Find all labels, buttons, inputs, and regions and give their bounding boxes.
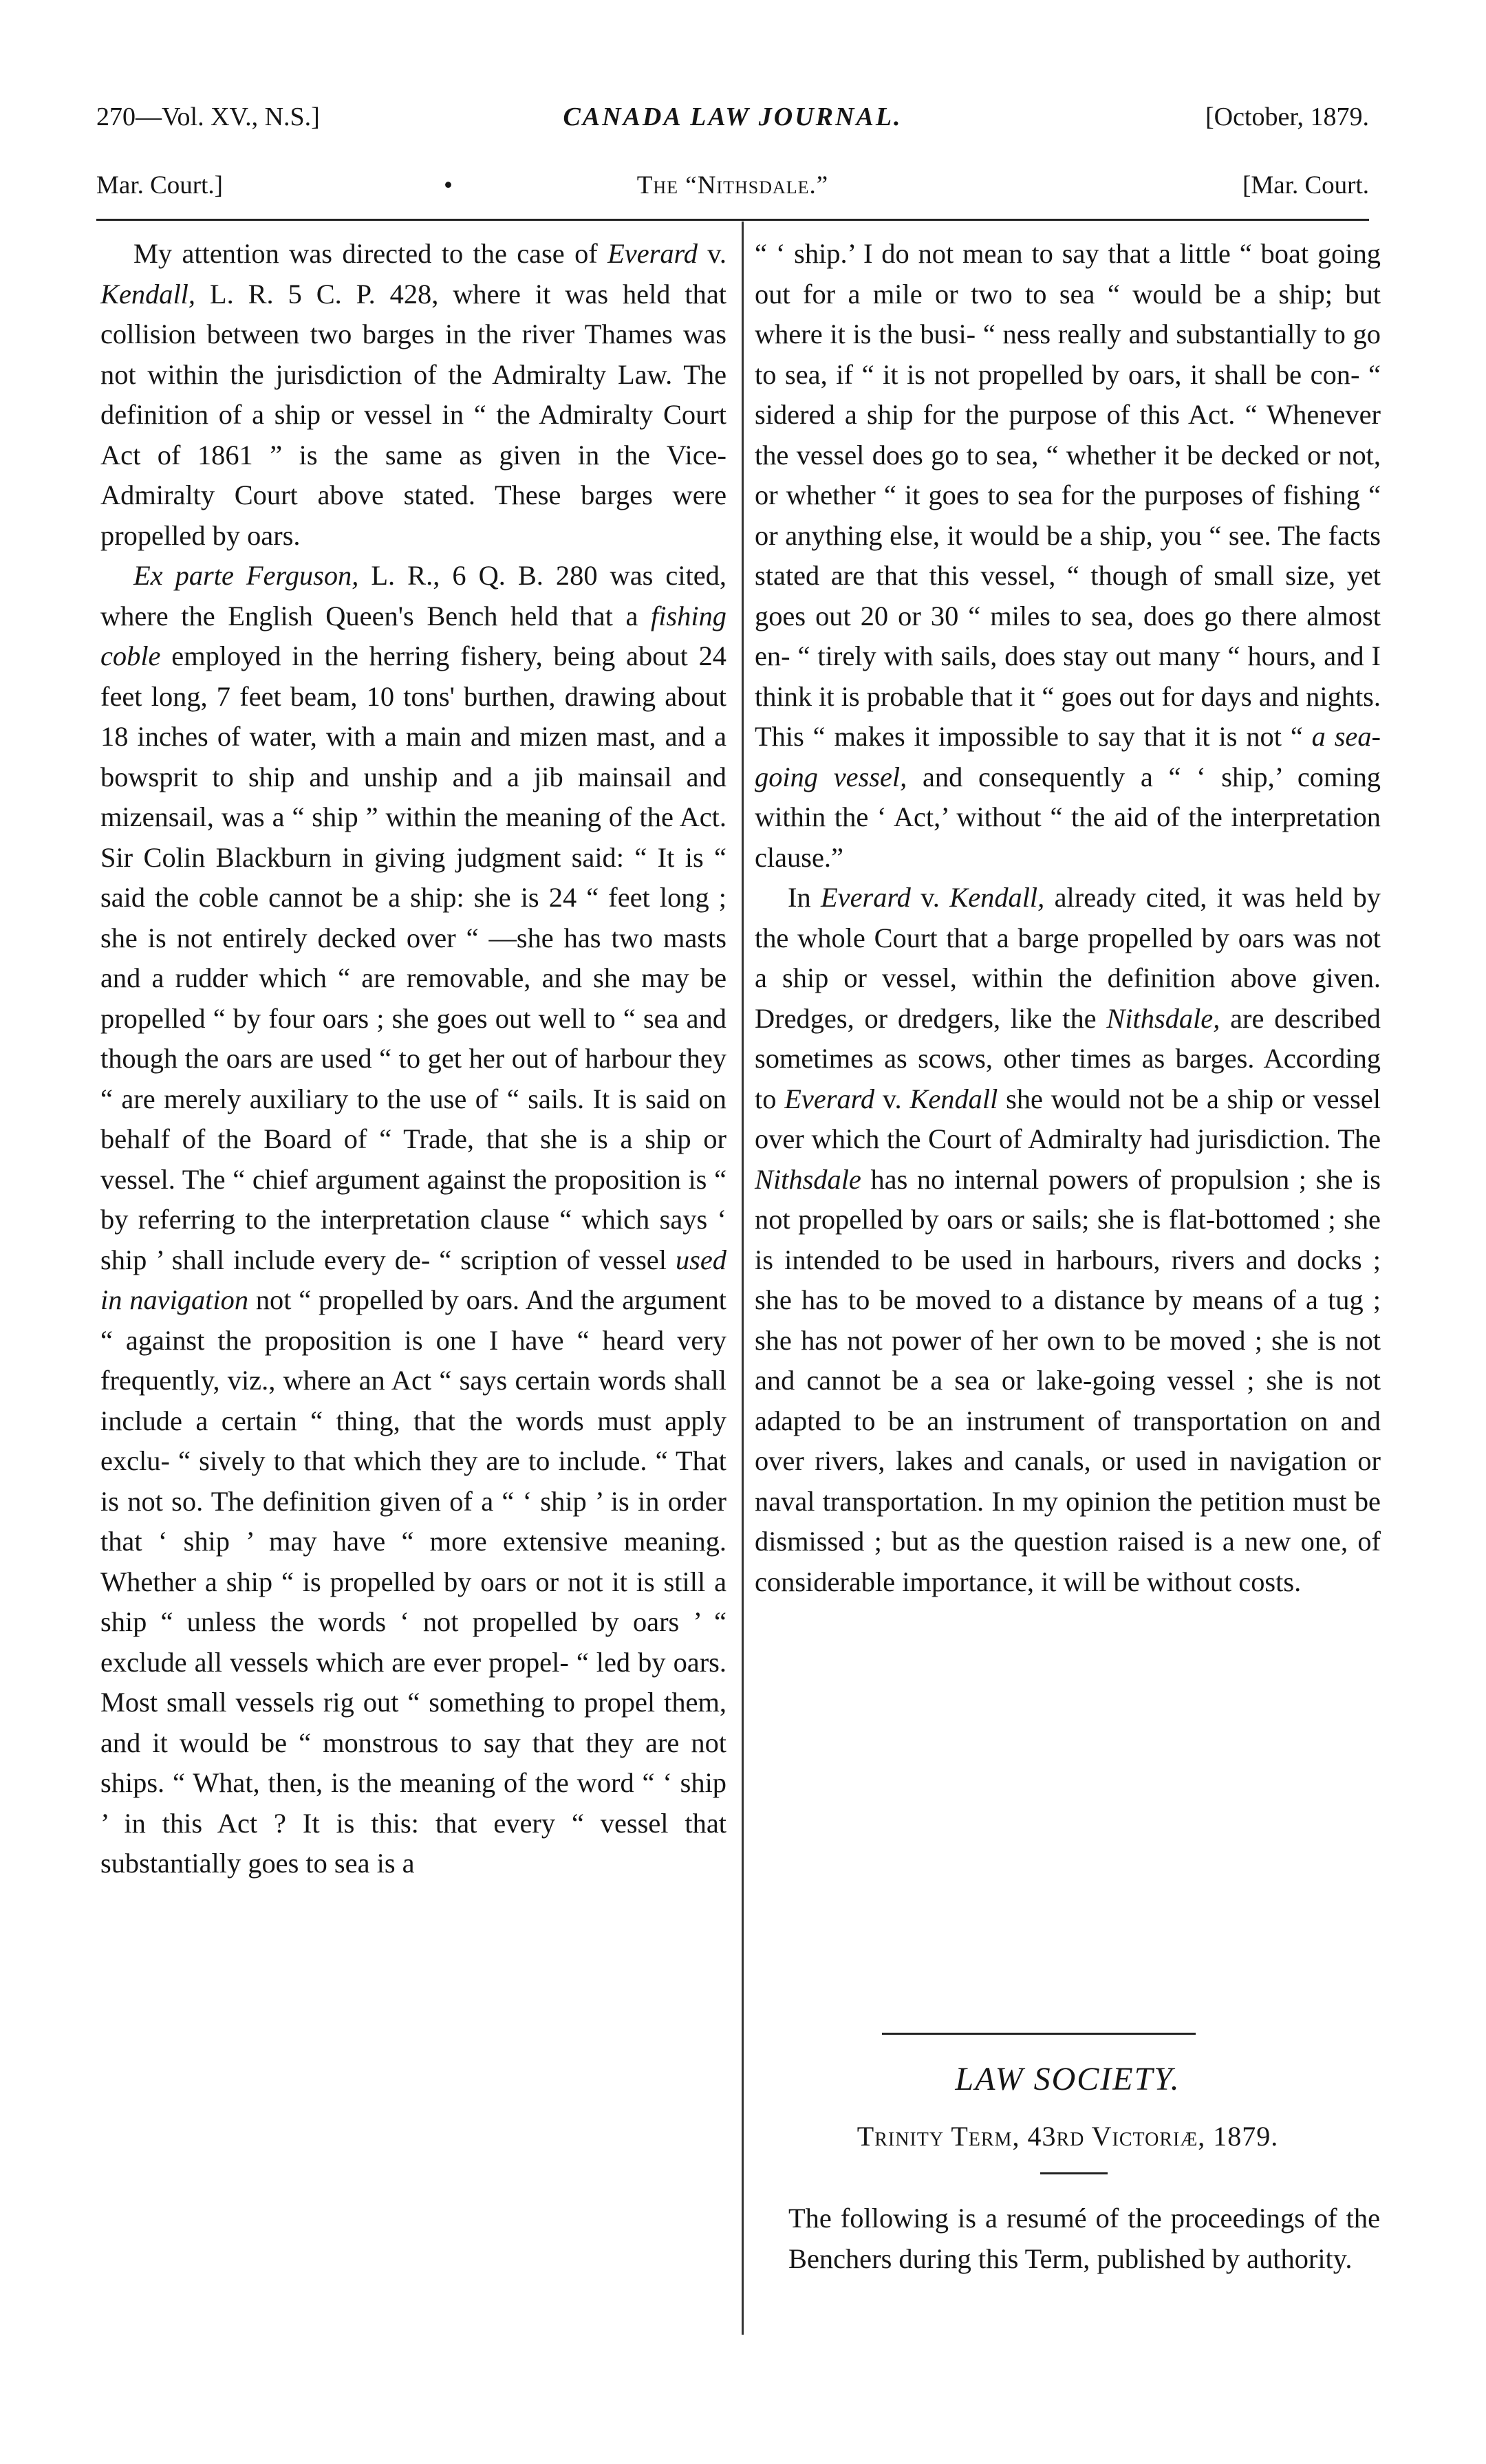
text-run: are described sometimes as scows, other times as barges. According to xyxy=(755,1002,1381,1114)
case-name-italic: Everard xyxy=(607,238,698,269)
paragraph-everard-citation xyxy=(100,234,726,556)
phrase-italic: used in navigation xyxy=(100,1244,726,1315)
text-run: In xyxy=(788,882,821,913)
section-divider xyxy=(882,2033,1196,2035)
text-run: she would not be a ship or vessel over which the Court of Admiralty had jurisdiction. The xyxy=(755,1083,1381,1154)
court-label-right: [Mar. Court. xyxy=(1242,171,1369,199)
case-name-italic: Kendall, xyxy=(949,882,1045,913)
text-run: v. xyxy=(874,1083,910,1114)
short-divider xyxy=(1040,2172,1108,2174)
column-divider xyxy=(742,221,744,2335)
text-run: of the proceedings of the Benchers during this Term, published by authority. xyxy=(788,2203,1380,2274)
left-column xyxy=(100,234,726,1884)
law-society-heading: LAW SOCIETY. xyxy=(955,2061,1181,2097)
term-subheading: Trinity Term, 43rd Victoriæ, 1879. xyxy=(857,2121,1279,2152)
paragraph-quote-continued xyxy=(755,234,1381,878)
text-run: employed in the herring fishery, being about 24 feet long, 7 feet beam, 10 tons' burthen, drawing about 18 inches of water, with a main and mizen mast, and a bowsprit to ship and unship and a jib mainsail and mizensail, was a “ ship ” within the meaning of the Act. Sir Colin Blackburn in giving judgment said: “ It is “ said the coble cannot be a ship: she is 24 “ feet long ; she is not entirely decked over “ —she has two masts and a rudder which “ are removable, and she may be propelled “ by four oars ; she goes out well to “ sea and though the oars are used “ to get her out of harbour they “ are merely auxiliary to the use of “ sails. It is said on behalf of the Board of “ Trade, that she is a ship or vessel. The “ chief argument against the proposition is “ by referring to the interpretation clause “ which says ‘ ship ’ shall include every de- “ scription of vessel xyxy=(100,640,726,1275)
paragraph-ferguson-citation xyxy=(100,556,726,1884)
text-run: My attention was directed to the case of xyxy=(133,238,608,269)
text-run: L. R., 6 Q. B. 280 was cited, where the English Queen's Bench held that a xyxy=(100,560,726,631)
phrase-italic: a sea-going vessel, xyxy=(755,721,1381,792)
court-label-left: Mar. Court.] xyxy=(96,171,223,199)
text-run: The following is a xyxy=(788,2203,1006,2234)
term-italic: fishing coble xyxy=(100,600,726,671)
journal-title: CANADA LAW JOURNAL. xyxy=(563,102,903,131)
header-rule xyxy=(96,219,1369,221)
running-head xyxy=(96,96,1369,138)
case-name-italic: Kendall, xyxy=(100,278,195,310)
case-title: The “Nithsdale.” xyxy=(636,171,829,199)
ship-name-italic: Nithsdale, xyxy=(1106,1002,1220,1034)
case-name-italic: Ex parte Ferguson, xyxy=(133,560,359,591)
issue-date: [October, 1879. xyxy=(1205,102,1369,131)
text-run: v. xyxy=(697,238,726,269)
term-italic: resumé xyxy=(1006,2203,1087,2234)
right-column xyxy=(755,234,1381,1602)
case-name-italic: Everard xyxy=(784,1083,875,1114)
text-run: has no internal powers of propulsion ; she is not propelled by oars or sails; she is flat-bottomed ; she is intended to be used in harbours, rivers and docks ; she has to be moved to a distance by means of a tug ; she has not power of her own to be moved ; she is not and cannot be a sea or lake-going vessel ; she is not adapted to be an instrument of transportation on and over rivers, lakes and canals, or used in navigation or naval transportation. In my opinion the petition must be dismissed ; but as the question raised is a new one, of considerable importance, it will be without costs. xyxy=(755,1163,1381,1597)
bullet-mark: • xyxy=(444,171,453,199)
text-run: and consequently a “ ‘ ship,’ coming within the ‘ Act,’ without “ the aid of the interpretation clause.” xyxy=(755,761,1381,873)
text-run: not “ propelled by oars. And the argument “ against the proposition is one I have “ heard very frequently, viz., where an Act “ says certain words shall include a certain “ thing, that the words must apply exclu- “ sively to that which they are to include. “ That is not so. The definition given of a “ ‘ ship ’ is in order that ‘ ship ’ may have “ more extensive meaning. Whether a ship “ is propelled by oars or not it is still a ship “ unless the words ‘ not propelled by oars ’ “ exclude all vessels which are ever propel- “ led by oars. Most small vessels rig out “ something to propel them, and it would be “ monstrous to say that they are not ships. “ What, then, is the meaning of the word “ ‘ ship ’ in this Act ? It is this: that every “ vessel that substantially goes to sea is a xyxy=(100,1284,726,1879)
intro-paragraph xyxy=(788,2198,1380,2279)
text-run: v. xyxy=(910,882,950,913)
page-volume-number: 270—Vol. XV., N.S.] xyxy=(96,102,320,131)
paragraph-judgment xyxy=(755,878,1381,1602)
ship-name-italic: Nithsdale xyxy=(755,1163,861,1195)
section-head xyxy=(96,165,1369,206)
case-name-italic: Everard xyxy=(821,882,911,913)
law-society-intro xyxy=(788,2198,1380,2279)
text-run: “ ‘ ship.’ I do not mean to say that a little “ boat going out for a mile or two to sea “ would be a ship; but where it is the busi- “ ness really and substantially to go to sea, if “ it is not propelled by oars, it shall be con- “ sidered a ship for the purpose of this Act. “ Whenever the vessel does go to sea, “ whether it be decked or not, or whether “ it goes to sea for the purposes of fishing “ or anything else, it would be a ship, you “ see. The facts stated are that this vessel, “ though of small size, yet goes out 20 or 30 “ miles to sea, does go there almost en- “ tirely with sails, does stay out many “ hours, and I think it is probable that it “ goes out for days and nights. This “ makes it impossible to say that it is not “ xyxy=(755,238,1381,752)
text-run: already cited, it was held by the whole Court that a barge propelled by oars was not a ship or vessel, within the definition above given. Dredges, or dredgers, like the xyxy=(755,882,1381,1034)
text-run: L. R. 5 C. P. 428, where it was held that collision between two barges in the river Thames was not within the jurisdiction of the Admiralty Law. The definition of a ship or vessel in “ the Admiralty Court Act of 1861 ” is the same as given in the Vice-Admiralty Court above stated. These barges were propelled by oars. xyxy=(100,278,726,551)
case-name-italic: Kendall xyxy=(909,1083,998,1114)
